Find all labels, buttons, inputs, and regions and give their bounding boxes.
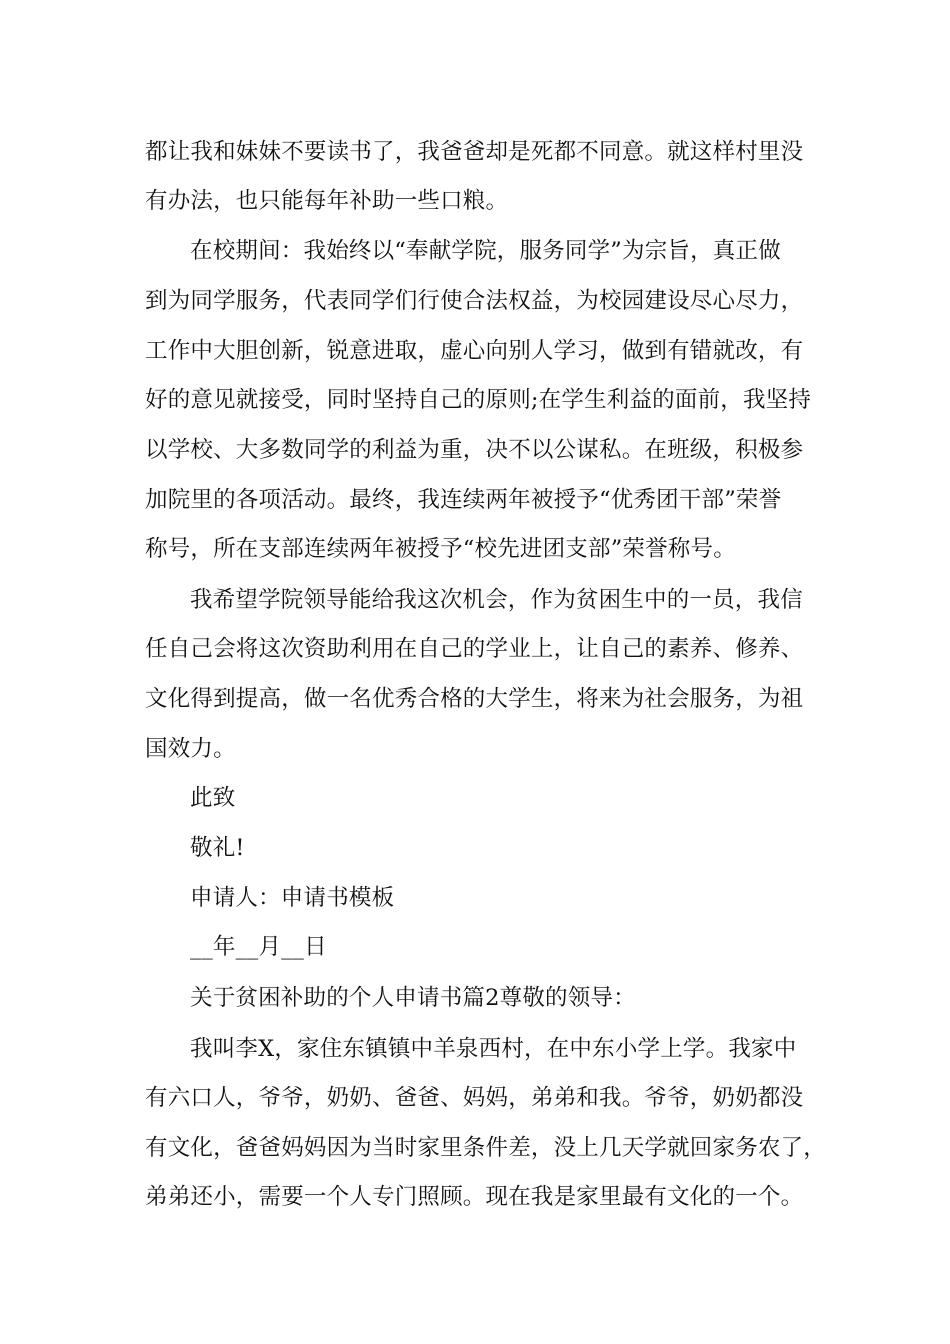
text-line: 弟弟还小，需要一个人专门照顾。现在我是家里最有文化的一个。 <box>145 1184 804 1210</box>
text-line: 以学校、大多数同学的利益为重，决不以公谋私。在班级，积极参 <box>145 437 804 463</box>
text-line: 有办法，也只能每年补助一些口粮。 <box>145 188 509 214</box>
text-line: 到为同学服务，代表同学们行使合法权益，为校园建设尽心尽力， <box>145 288 804 314</box>
text-line: 都让我和妹妹不要读书了，我爸爸却是死都不同意。就这样村里没 <box>145 139 804 165</box>
second-letter-heading: 关于贫困补助的个人申请书篇2尊敬的领导： <box>190 985 636 1011</box>
salutation: 敬礼! <box>190 835 245 861</box>
text-line: 任自己会将这次资助利用在自己的学业上，让自己的素养、修养、 <box>145 636 804 662</box>
text-line: 有文化，爸爸妈妈因为当时家里条件差，没上几天学就回家务农了， <box>145 1135 827 1161</box>
text-line: 有六口人，爷爷，奶奶、爸爸、妈妈，弟弟和我。爷爷，奶奶都没 <box>145 1085 804 1111</box>
text-line: 我希望学院领导能给我这次机会，作为贫困生中的一员，我信 <box>190 587 803 613</box>
date-line: __年__月__日 <box>190 934 327 960</box>
text-line: 文化得到提高，做一名优秀合格的大学生，将来为社会服务，为祖 <box>145 686 804 712</box>
text-line: 工作中大胆创新，锐意进取，虚心向别人学习，做到有错就改，有 <box>145 338 804 364</box>
text-line: 称号，所在支部连续两年被授予“校先进团支部”荣誉称号。 <box>145 536 736 562</box>
salutation: 此致 <box>190 785 236 811</box>
text-line: 在校期间：我始终以“奉献学院，服务同学”为宗旨，真正做 <box>190 238 781 264</box>
text-line: 国效力。 <box>145 736 236 762</box>
applicant-line: 申请人：申请书模板 <box>190 885 395 911</box>
text-line: 加院里的各项活动。最终，我连续两年被授予“优秀团干部”荣誉 <box>145 487 782 513</box>
text-line: 好的意见就接受，同时坚持自己的原则;在学生利益的面前，我坚持 <box>145 387 812 413</box>
text-line: 我叫李X，家住东镇镇中羊泉西村，在中东小学上学。我家中 <box>190 1036 797 1062</box>
